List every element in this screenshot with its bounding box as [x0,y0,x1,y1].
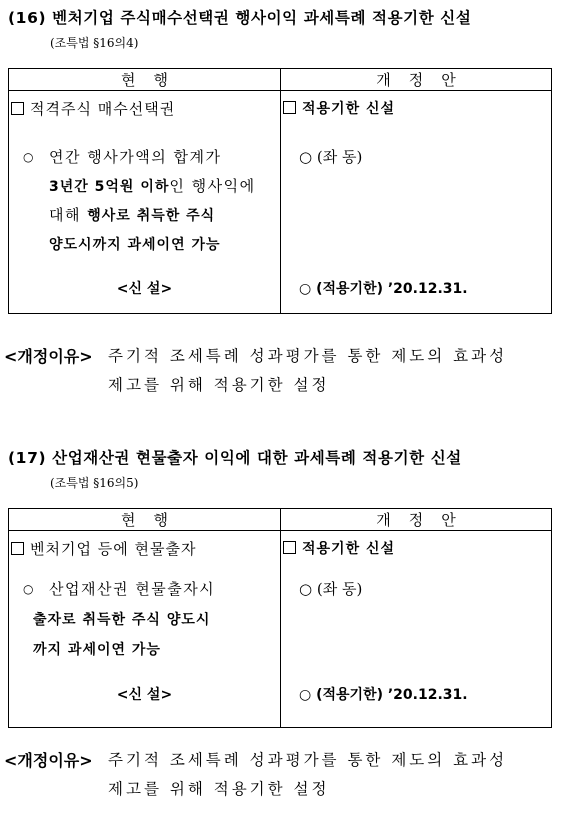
revised-heading: 적용기한 신설 [283,535,395,563]
revised-item-1: ○ (좌 동) [299,580,363,598]
circle-bullet-icon: ○ [23,150,34,164]
header-revised: 개정안 [281,509,552,531]
reason-label: <개정이유> [4,347,93,366]
current-line-3: 대해 행사로 취득한 주식 [49,206,216,224]
revised-item-1: ○ (좌 동) [299,148,363,166]
current-line-2: 3년간 5억원 이하인 행사익에 [49,177,256,195]
section-title-text: 벤처기업 주식매수선택권 행사이익 과세특례 적용기한 신설 [52,9,472,27]
reason-label: <개정이유> [4,751,93,770]
current-line-4: 양도시까지 과세이연 가능 [49,237,221,253]
revised-cell [281,91,552,314]
current-line-3: 까지 과세이연 가능 [33,642,161,658]
current-heading: 적격주식 매수선택권 [11,95,175,123]
section-title [8,6,471,28]
reason-line-1: 주기적 조세특례 성과평가를 통한 제도의 효과성 [108,347,508,365]
reason-line-2: 제고를 위해 적용기한 설정 [108,376,330,394]
revised-heading: 적용기한 신설 [283,95,395,123]
header-current: 현행 [9,509,281,531]
section-16 [0,6,580,406]
section-title [8,446,462,468]
law-reference: (조특법 §16의5) [50,476,139,490]
section-number: (16) [8,9,47,27]
circle-bullet-icon: ○ [23,582,34,596]
current-cell [9,91,281,314]
current-note: <신 설> [116,687,173,703]
checkbox-square-icon [11,542,24,555]
checkbox-square-icon [11,102,24,115]
section-17 [0,446,580,818]
comparison-table [8,68,552,314]
revised-cell [281,531,552,728]
checkbox-square-icon [283,541,296,554]
revised-item-2: ○ (적용기한) ’20.12.31. [299,281,468,297]
reason-line-2: 제고를 위해 적용기한 설정 [108,780,330,798]
header-current: 현행 [9,69,281,91]
law-reference: (조특법 §16의4) [50,36,139,50]
current-line-2: 출자로 취득한 주식 양도시 [33,612,211,628]
current-line-1: 산업재산권 현물출자시 [49,580,216,598]
section-title-text: 산업재산권 현물출자 이익에 대한 과세특례 적용기한 신설 [52,449,462,467]
reason-line-1: 주기적 조세특례 성과평가를 통한 제도의 효과성 [108,751,508,769]
comparison-table [8,508,552,728]
header-revised: 개정안 [281,69,552,91]
checkbox-square-icon [283,101,296,114]
current-cell [9,531,281,728]
current-heading: 벤처기업 등에 현물출자 [11,535,196,563]
current-note: <신 설> [116,281,173,297]
section-number: (17) [8,449,47,467]
current-line-1: 연간 행사가액의 합계가 [49,148,222,166]
revised-item-2: ○ (적용기한) ’20.12.31. [299,687,468,703]
